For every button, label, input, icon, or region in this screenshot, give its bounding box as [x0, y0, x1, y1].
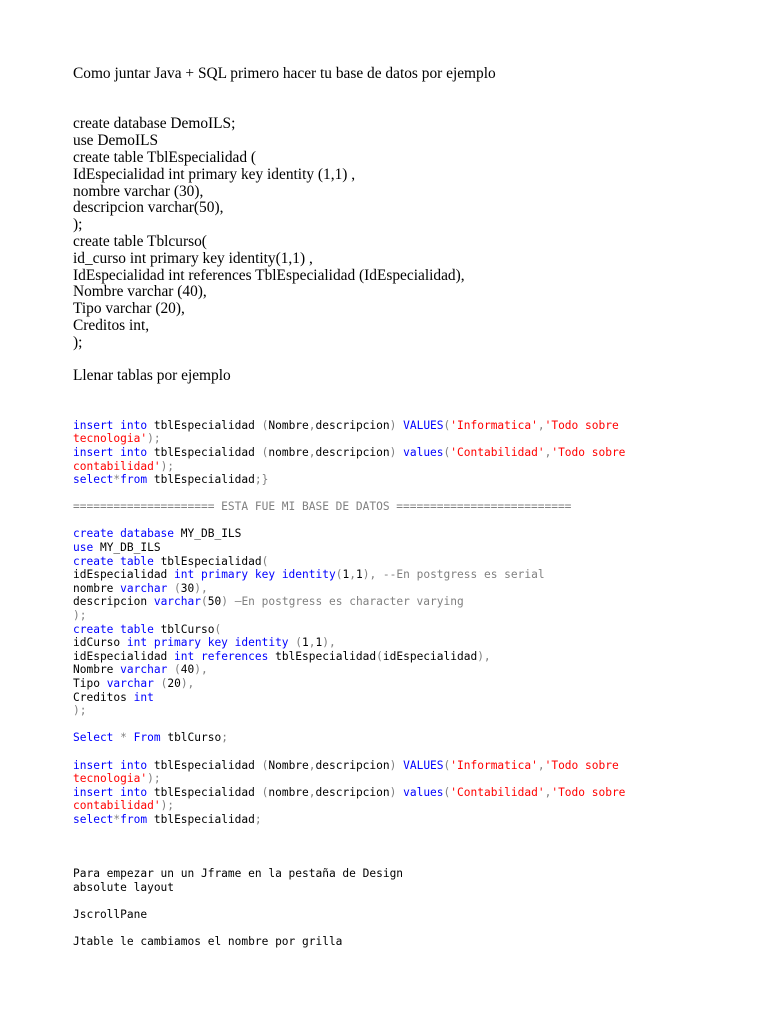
code-block-2 [73, 527, 753, 826]
code-token: 'Todo sobre [544, 758, 619, 772]
code-token: idEspecialidad [73, 649, 175, 663]
code-token: ( [214, 622, 222, 636]
code-line [73, 691, 753, 705]
code-token: descripcion [315, 418, 390, 432]
code-token: Select [73, 731, 121, 745]
code-token: ( [174, 581, 181, 595]
serif-sql-line: use DemoILS [73, 132, 159, 150]
code-token: insert into [73, 445, 154, 459]
code-token: ( [261, 418, 269, 432]
note-line: absolute layout [73, 880, 175, 894]
code-token: idCurso [73, 636, 127, 650]
serif-sql-line: descripcion varchar(50), [73, 199, 224, 217]
code-token: 'Informatica' [450, 758, 538, 772]
serif-sql-line: IdEspecialidad int primary key identity (1,1) , [73, 165, 356, 183]
code-token: 'Todo sobre [551, 445, 626, 459]
code-token: ; [221, 731, 228, 745]
serif-sql-line: ); [73, 333, 83, 351]
serif-sql-line: nombre varchar (30), [73, 182, 204, 200]
code-token: descripcion [73, 595, 154, 609]
code-token: ( [295, 636, 303, 650]
serif-sql-block [73, 116, 753, 351]
code-token: tblCurso [167, 731, 222, 745]
code-token: values [403, 445, 444, 459]
code-token: ); [147, 432, 161, 446]
code-token: 'Todo sobre [551, 785, 626, 799]
code-token: tblEspecialidad [153, 473, 255, 487]
code-token: use [73, 541, 100, 555]
code-token: tblEspecialidad [153, 812, 255, 826]
code-token: , [544, 785, 552, 799]
fill-section [73, 352, 753, 419]
serif-sql-line: id_curso int primary key identity(1,1) , [73, 249, 313, 267]
code-token: 'Contabilidad' [450, 445, 545, 459]
note-line: Jtable le cambiamos el nombre por grilla [73, 935, 343, 949]
code-token: , [308, 785, 316, 799]
code-token: ( [174, 663, 181, 677]
code-token: ) [389, 758, 404, 772]
code-line [73, 718, 753, 732]
code-token: ( [443, 785, 451, 799]
code-token: , [537, 758, 545, 772]
code-token: tecnologia' [73, 432, 148, 446]
code-token: varchar [120, 581, 175, 595]
code-line [73, 799, 753, 813]
code-line [73, 568, 753, 582]
code-token: ( [160, 677, 168, 691]
code-token: ;} [254, 473, 269, 487]
code-token: ( [261, 445, 269, 459]
code-token: Nombre [268, 418, 309, 432]
code-line [73, 595, 753, 609]
serif-sql-line: Nombre varchar (40), [73, 283, 207, 301]
code-token: 1 [355, 568, 363, 582]
code-token: , [308, 636, 316, 650]
code-token: contabilidad' [73, 459, 161, 473]
code-token: int [133, 690, 154, 704]
code-token: nombre [73, 581, 121, 595]
code-line [73, 527, 753, 541]
code-line [73, 609, 753, 623]
code-token: tblEspecialidad [153, 445, 262, 459]
code-line [73, 813, 753, 827]
code-line [73, 786, 753, 800]
code-block-1 [73, 419, 753, 487]
code-token: descripcion [315, 445, 390, 459]
code-token: create table [73, 554, 161, 568]
code-token: ), [477, 649, 491, 663]
code-token: VALUES [403, 418, 444, 432]
code-token: From [133, 731, 168, 745]
code-token: varchar [120, 663, 175, 677]
code-token: ( [200, 595, 208, 609]
code-token: , [544, 445, 552, 459]
code-token: ); [73, 609, 87, 623]
code-line [73, 623, 753, 637]
code-token: ) [389, 785, 404, 799]
code-token: contabilidad' [73, 799, 161, 813]
code-token: tblEspecialidad [275, 649, 377, 663]
code-token: nombre [268, 445, 309, 459]
separator-line: ===================== ESTA FUE MI BASE DE DATOS ========================== [73, 500, 572, 514]
code-line [73, 473, 753, 487]
serif-sql-line: create database DemoILS; [73, 115, 236, 133]
code-token: ( [261, 554, 269, 568]
intro-text: Como juntar Java + SQL primero hacer tu base de datos por ejemplo [73, 65, 496, 82]
code-token: tblEspecialidad [153, 785, 262, 799]
code-token: ); [160, 799, 175, 813]
note-line [73, 895, 753, 909]
code-token: int primary key identity [174, 568, 336, 582]
code-token: MY_DB_ILS [99, 541, 161, 555]
separator-section [73, 487, 753, 528]
code-token: , [308, 445, 316, 459]
code-line [73, 731, 753, 745]
code-line [73, 677, 753, 691]
code-token: values [403, 785, 444, 799]
code-token: 1 [302, 636, 309, 650]
code-token: ); [160, 459, 175, 473]
code-line [73, 759, 753, 773]
code-token: ) [221, 595, 235, 609]
serif-sql-line: create table TblEspecialidad ( [73, 148, 257, 166]
serif-sql-line: Tipo varchar (20), [73, 300, 185, 318]
code-token: tblEspecialidad [153, 758, 262, 772]
code-token: from [120, 473, 154, 487]
code-token: descripcion [315, 785, 390, 799]
serif-sql-line: create table Tblcurso( [73, 232, 207, 250]
code-token: ( [443, 445, 451, 459]
code-line [73, 636, 753, 650]
note-line [73, 922, 753, 936]
code-token: 20 [167, 677, 181, 691]
code-token: Nombre [268, 758, 309, 772]
code-line [73, 663, 753, 677]
code-line [73, 432, 753, 446]
code-token: create table [73, 622, 161, 636]
code-token: , [308, 418, 316, 432]
code-token: insert into [73, 758, 154, 772]
notes-block [73, 867, 753, 949]
code-line [73, 745, 753, 759]
code-token: idEspecialidad [73, 568, 175, 582]
code-token: , [349, 568, 356, 582]
code-token: --En postgress es serial [382, 568, 545, 582]
code-token: ) [389, 418, 404, 432]
fill-heading: Llenar tablas por ejemplo [73, 367, 231, 385]
code-token: ), [194, 581, 208, 595]
code-token: create database [73, 527, 181, 541]
notes-spacer [73, 827, 753, 868]
code-line [73, 772, 753, 786]
code-token: ( [443, 418, 451, 432]
code-token: ), [322, 636, 336, 650]
code-token: select [73, 812, 114, 826]
code-token: 40 [180, 663, 195, 677]
code-token: ( [443, 758, 451, 772]
code-token: ), [180, 677, 195, 691]
code-token: insert into [73, 785, 154, 799]
code-token: 1 [342, 568, 350, 582]
code-token: 'Informatica' [450, 418, 538, 432]
code-token: tblEspecialidad [153, 418, 262, 432]
code-token: * [120, 731, 134, 745]
code-token: ( [261, 758, 269, 772]
code-token: ( [261, 785, 269, 799]
code-token: tecnologia' [73, 772, 148, 786]
note-line: JscrollPane [73, 908, 148, 922]
serif-sql-line: ); [73, 216, 83, 234]
code-token: ), [362, 568, 383, 582]
code-token: ) [389, 445, 404, 459]
code-token: ; [254, 812, 262, 826]
code-line [73, 541, 753, 555]
code-token: 'Contabilidad' [450, 785, 545, 799]
code-token: * [113, 473, 121, 487]
code-line [73, 704, 753, 718]
code-token: –En postgress es character varying [234, 595, 464, 609]
code-token: ( [376, 649, 383, 663]
code-line [73, 555, 753, 569]
code-token: insert into [73, 418, 154, 432]
code-token: descripcion [315, 758, 390, 772]
code-token: , [537, 418, 545, 432]
code-line [73, 582, 753, 596]
document-page [73, 66, 753, 949]
code-token: from [120, 812, 154, 826]
code-token: , [308, 758, 316, 772]
code-line [73, 460, 753, 474]
code-token: MY_DB_ILS [180, 527, 242, 541]
note-line: Para empezar un un Jframe en la pestaña de Design [73, 867, 404, 881]
code-token: Nombre [73, 663, 121, 677]
code-token: int references [174, 649, 276, 663]
code-token: * [113, 812, 121, 826]
code-token: VALUES [403, 758, 444, 772]
code-token: varchar [106, 677, 161, 691]
intro-section [73, 66, 753, 116]
code-token: tblCurso [160, 622, 215, 636]
code-line [73, 446, 753, 460]
code-token: idEspecialidad [382, 649, 478, 663]
code-token: ); [73, 704, 87, 718]
code-line [73, 650, 753, 664]
code-token: Tipo [73, 677, 107, 691]
code-line [73, 419, 753, 433]
code-token: ( [335, 568, 343, 582]
code-token: select [73, 473, 114, 487]
code-token: Creditos [73, 690, 134, 704]
code-token: ), [194, 663, 208, 677]
code-token: ); [147, 772, 161, 786]
code-token: 50 [207, 595, 222, 609]
code-token: tblEspecialidad [160, 554, 262, 568]
serif-sql-line: Creditos int, [73, 316, 150, 334]
code-token: nombre [268, 785, 309, 799]
code-token: 30 [180, 581, 195, 595]
code-token: varchar [153, 595, 201, 609]
code-token: 1 [315, 636, 323, 650]
serif-sql-line: IdEspecialidad int references TblEspecialidad (IdEspecialidad), [73, 266, 465, 284]
code-token: int primary key identity [126, 636, 296, 650]
code-token: 'Todo sobre [544, 418, 619, 432]
